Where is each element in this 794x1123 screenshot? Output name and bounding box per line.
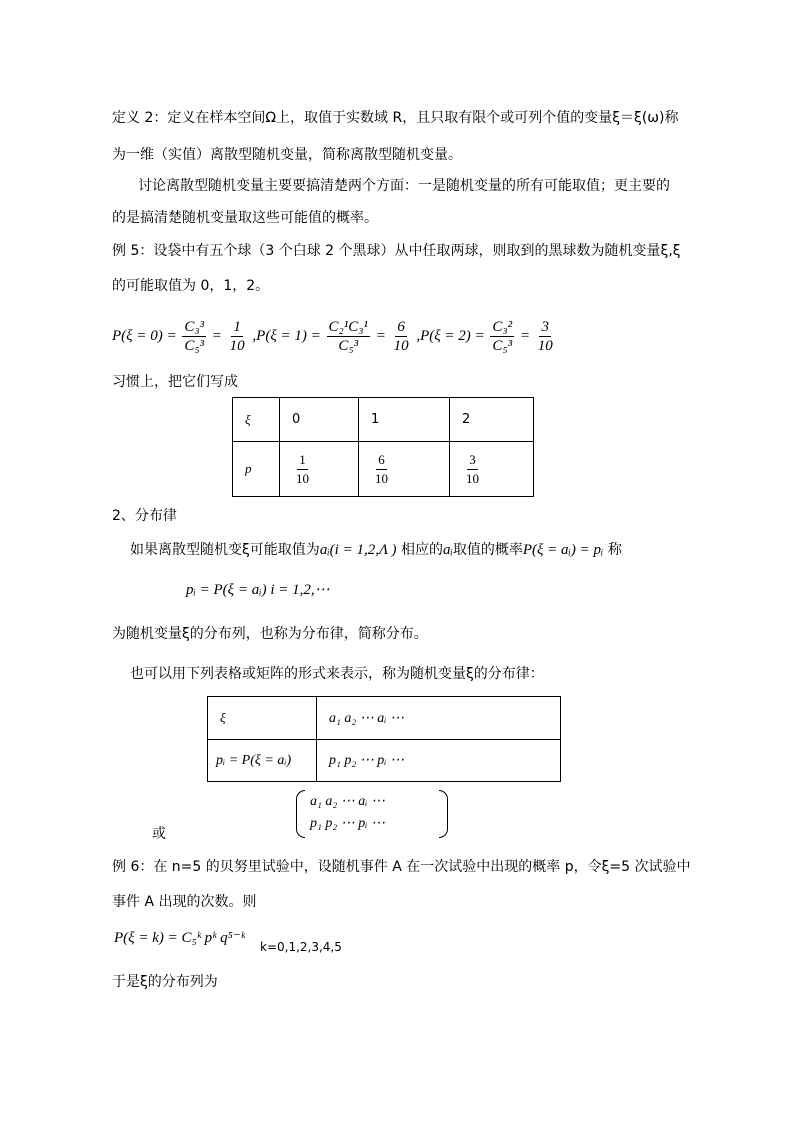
prob-cell: $\frac{1}{10}$ bbox=[280, 442, 359, 497]
xi-label: ξ bbox=[208, 697, 317, 740]
p-label: p bbox=[233, 442, 280, 497]
distribution-table bbox=[207, 696, 561, 782]
table-row bbox=[233, 442, 534, 497]
prob-label: pᵢ = P(ξ = aᵢ) bbox=[208, 740, 317, 782]
p1-value: $\frac{6}{10}$ bbox=[393, 319, 409, 355]
example5-line1: 例 5：设袋中有五个球（3 个白球 2 个黑球）从中任取两球，则取到的黑球数为随机变量ξ,ξ bbox=[112, 243, 681, 259]
table-row bbox=[208, 697, 561, 740]
p0-frac: $\frac{\text{C₃³}}{\text{C₅³}}$ bbox=[184, 319, 205, 355]
values-cell: a₁ a₂ ⋯ aᵢ ⋯ bbox=[317, 697, 561, 740]
example6-formula: P(ξ = k) = C₅ᵏ pᵏ q⁵⁻ᵏ bbox=[114, 930, 245, 946]
matrix-row-2: p₁ p₂ ⋯ pᵢ ⋯ bbox=[310, 816, 385, 831]
p0-lhs: P(ξ = 0) = bbox=[112, 328, 177, 344]
section2-line3: 也可以用下列表格或矩阵的形式来表示，称为随机变量ξ的分布律： bbox=[130, 666, 544, 682]
example6-line2: 事件 A 出现的次数。则 bbox=[112, 894, 257, 910]
xi-label: ξ bbox=[233, 398, 280, 442]
table-row bbox=[208, 740, 561, 782]
value-cell: 0 bbox=[280, 398, 359, 442]
p0-value: $\frac{1}{10}$ bbox=[229, 319, 245, 355]
value-cell: 2 bbox=[450, 398, 534, 442]
section2-title: 2、分布律 bbox=[112, 508, 177, 524]
def2-line2: 为一维（实值）离散型随机变量，简称离散型随机变量。 bbox=[112, 147, 462, 163]
left-paren bbox=[296, 790, 305, 838]
table-row bbox=[233, 398, 534, 442]
matrix-row-1: a₁ a₂ ⋯ aᵢ ⋯ bbox=[310, 794, 385, 809]
discussion-line1: 讨论离散型随机变量主要要搞清楚两个方面：一是随机变量的所有可能取值；更主要的 bbox=[138, 178, 670, 194]
example6-line3: 于是ξ的分布列为 bbox=[112, 974, 218, 990]
def2-line1: 定义 2：定义在样本空间Ω上，取值于实数域 R，且只取有限个或可列个值的变量ξ＝ξ(ω)称 bbox=[112, 110, 679, 126]
prob-cell: $\frac{6}{10}$ bbox=[359, 442, 450, 497]
example5-line2: 的可能取值为 0，1，2。 bbox=[112, 278, 270, 294]
habit-line: 习惯上，把它们写成 bbox=[112, 374, 238, 390]
section2-line1: 如果离散型随机变ξ可能取值为aᵢ(i = 1,2,Λ ) 相应的aᵢ取值的概率P(ξ = aᵢ) = pᵢ 称 bbox=[130, 542, 622, 558]
section2-line2: 为随机变量ξ的分布列，也称为分布律，简称分布。 bbox=[112, 626, 428, 642]
p1-frac: $\frac{\text{C₂¹C₃¹}}{\text{C₅³}}$ bbox=[328, 319, 368, 355]
prob-cell: $\frac{3}{10}$ bbox=[450, 442, 534, 497]
right-paren bbox=[439, 790, 448, 838]
k-values: k=0,1,2,3,4,5 bbox=[260, 940, 342, 954]
p2-lhs: ,P(ξ = 2) = bbox=[416, 328, 485, 344]
discussion-line2: 的是搞清楚随机变量取这些可能值的概率。 bbox=[112, 210, 378, 226]
p1-lhs: ,P(ξ = 1) = bbox=[252, 328, 321, 344]
or-word: 或 bbox=[152, 826, 166, 842]
probs-cell: p₁ p₂ ⋯ pᵢ ⋯ bbox=[317, 740, 561, 782]
p2-frac: $\frac{\text{C₃²}}{\text{C₅³}}$ bbox=[492, 319, 513, 355]
value-cell: 1 bbox=[359, 398, 450, 442]
section2-formula: pᵢ = P(ξ = aᵢ) i = 1,2,⋯ bbox=[186, 582, 330, 598]
p2-value: $\frac{3}{10}$ bbox=[537, 319, 553, 355]
example6-line1: 例 6：在 n=5 的贝努里试验中，设随机事件 A 在一次试验中出现的概率 p，令ξ=5 次试验中 bbox=[112, 859, 691, 875]
example5-formula: P(ξ = 0) = $\frac{\text{C₃³}}{\text{C₅³}}$ = $\frac{1}{10}$ ,P(ξ = 1) = $\frac{\text{C₂¹C₃¹}}{\text{C₅³}}$ = $\frac{6}{10}$ ,P(ξ = 2) = $\frac{\text{C₃²}}{\text{C₅³}}$ = $\frac{3}{10}$ bbox=[112, 319, 553, 355]
distribution-matrix bbox=[296, 790, 448, 836]
example5-table bbox=[232, 397, 534, 497]
